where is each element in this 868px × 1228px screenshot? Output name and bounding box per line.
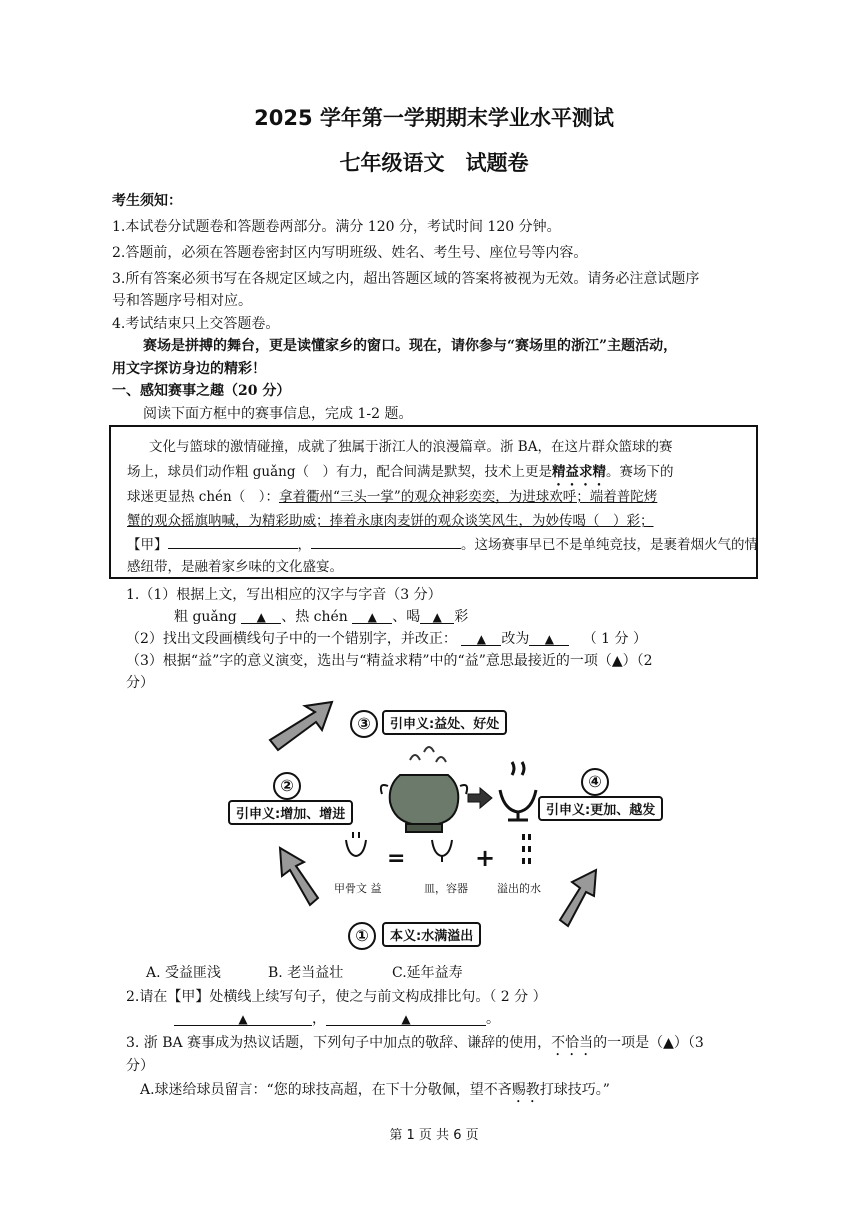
arrow-icon [560,870,596,926]
answer-blank[interactable] [311,534,461,549]
passage-line: 感纽带，是融着家乡味的文化盛宴。 [127,559,343,575]
q1-sub3: 分） [126,675,154,691]
section-heading: 一、感知赛事之趣（20 分） [112,383,291,399]
answer-blank[interactable]: ▲ [326,1011,486,1026]
answer-blank[interactable]: ▲ [352,609,392,624]
option-c: C.延年益寿 [392,965,463,981]
number-circle: ④ [581,768,609,796]
plus-sign: + [475,844,496,872]
label-original: 本义:水满溢出 [382,922,481,947]
q1-sub3: （3）根据“益”字的意义演变，选出与“精益求精”中的“益”意思最接近的一项（▲）（2 [126,653,653,669]
passage-line: 文化与篮球的激情碰撞，成就了独属于浙江人的浪漫篇章。浙 BA，在这片群众篮球的赛 [149,439,673,455]
answer-blank[interactable]: ▲ [461,631,501,646]
label-increase: 引申义:增加、增进 [228,800,353,825]
option-a: A. 受益匪浅 [146,965,222,981]
caption-oracle: 甲骨文 益 [334,882,382,895]
oracle-glyph-icon [500,762,536,820]
arrow-right-icon [468,788,492,808]
notice-item: 1.本试卷分试题卷和答题卷两部分。满分 120 分，考试时间 120 分钟。 [112,219,561,235]
arrow-icon [270,702,332,750]
intro-line: 赛场是拼搏的舞台，更是读懂家乡的窗口。现在，请你参与“赛场里的浙江”主题活动， [143,338,678,354]
answer-blank[interactable]: ▲ [241,609,281,624]
answer-blank[interactable] [168,534,298,549]
passage-line: 球迷更显热 chén（ ）：拿着衢州“三头一掌”的观众神彩奕奕，为进球欢呼；端着普陀烤 [127,489,658,505]
answer-blank[interactable]: ▲ [420,609,454,624]
number-circle: ③ [350,710,378,738]
q2-stem: 2.请在【甲】处横线上续写句子，使之与前文构成排比句。（ 2 分 ） [126,989,547,1005]
emphasis-phrase: 不恰当 [551,1035,594,1051]
caption-water: 溢出的水 [497,882,541,895]
underlined-sentence: 拿着衢州“三头一掌”的观众神彩奕奕，为进球欢呼；端着普陀烤 [278,489,658,505]
q3-option-a: A.球迷给球员留言：“您的球技高超，在下十分敬佩，望不吝赐教打球技巧。” [140,1082,610,1098]
q1-stem: 1.（1）根据上文，写出相应的汉字与字音（3 分） [126,587,442,603]
answer-blank[interactable]: ▲ [529,631,569,646]
option-b: B. 老当益壮 [268,965,344,981]
emphasis-phrase: 精益求精 [552,464,607,480]
intro-line: 用文字探访身边的精彩！ [112,361,266,377]
q1-sub2: （2）找出文段画横线句子中的一个错别字，并改正： ▲ 改为 ▲ （ 1 分 ） [126,631,647,647]
water-drops-icon [522,834,531,864]
q3-stem: 3. 浙 BA 赛事成为热议话题，下列句子中加点的敬辞、谦辞的使用，不恰当的一项是（▲）（3 [126,1035,704,1051]
exam-title: 2025 学年第一学期期末学业水平测试 [254,106,614,130]
notice-item: 号和答题序号相对应。 [112,293,252,309]
number-circle: ② [273,772,301,800]
number-circle: ① [348,922,376,950]
q3-stem: 分） [126,1058,154,1074]
label-more: 引申义:更加、越发 [538,796,663,821]
section-instruction: 阅读下面方框中的赛事信息，完成 1-2 题。 [143,406,413,422]
exam-subtitle: 七年级语文 试题卷 [339,151,529,175]
equals-sign: = [387,846,406,871]
emphasis-phrase: 赐教 [511,1082,540,1098]
page-footer: 第 1 页 共 6 页 [389,1128,479,1143]
label-benefit: 引申义:益处、好处 [382,710,507,735]
answer-blank[interactable]: ▲ [174,1011,312,1026]
vessel-icon [381,747,467,832]
notice-item: 2.答题前，必须在答题卷密封区内写明班级、姓名、考生号、座位号等内容。 [112,245,588,261]
q1-fill-line: 粗 guǎng ▲ 、热 chén ▲ 、喝 ▲ 彩 [174,609,469,625]
arrow-icon [280,848,318,905]
notice-heading: 考生须知： [112,193,182,209]
notice-item: 3.所有答案必须书写在各规定区域之内，超出答题区域的答案将被视为无效。请务必注意试题序 [112,271,700,287]
q2-blanks: ▲ ， ▲ 。 [174,1008,500,1028]
passage-line: 【甲】 ， 。这场赛事早已不是单纯竞技，是裹着烟火气的情 [127,533,758,553]
passage-line: 场上，球员们动作粗 guǎng（ ）有力，配合间满是默契，技术上更是精益求精。赛场下的 [127,464,674,480]
passage-box [109,425,758,579]
caption-vessel: 皿，容器 [424,882,468,895]
notice-item: 4.考试结束只上交答题卷。 [112,316,280,332]
underlined-sentence: 蟹的观众摇旗呐喊，为精彩助威；捧着永康肉麦饼的观众谈笑风生，为妙传喝（ ）彩； [127,513,654,529]
